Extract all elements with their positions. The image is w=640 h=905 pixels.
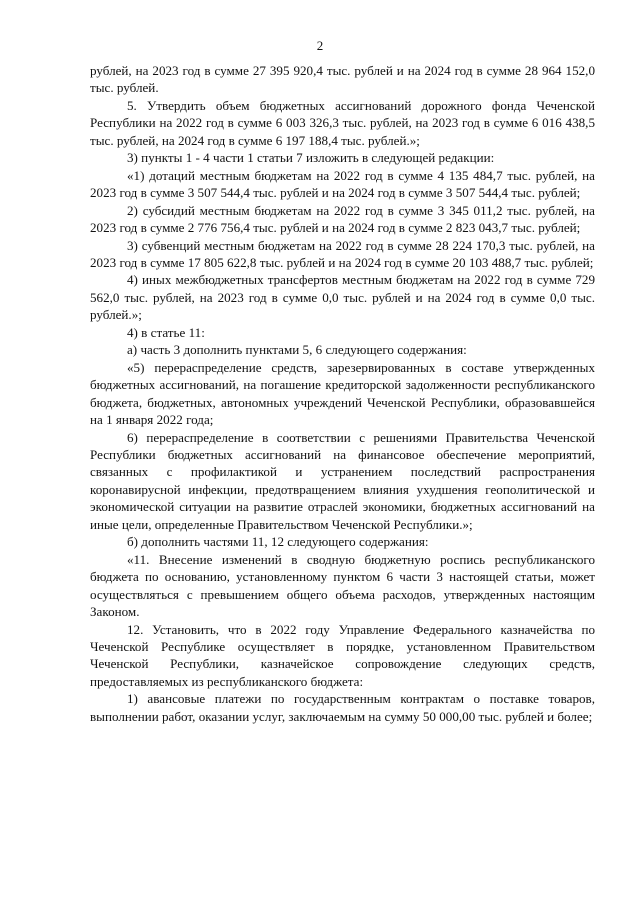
page-number: 2 bbox=[316, 38, 324, 53]
paragraph: 6) перераспределение в соответствии с решениями Правительства Чеченской Республики бюджетных ассигнований на финансовое обеспечение мероприятий, связанных с профилактикой и устранением последствий распространения коронавирусной инфекции, предотвращением влияния ухудшения геополитической и экономической ситуации на развитие отраслей экономики, бюджетных ассигнований на иные цели, определенные Правительством Чеченской Республики.»; bbox=[90, 429, 595, 532]
paragraph: 1) авансовые платежи по государственным контрактам о поставке товаров, выполнении работ, оказании услуг, заключаемым на сумму 50 000,00 тыс. рублей и более; bbox=[90, 691, 595, 724]
document-body bbox=[90, 62, 595, 725]
paragraph: 5. Утвердить объем бюджетных ассигнований дорожного фонда Чеченской Республики на 2022 год в сумме 6 003 326,3 тыс. рублей, на 2023 год в сумме 6 016 438,5 тыс. рублей, на 2024 год в сумме 6 197 188,4 тыс. рублей.»; bbox=[90, 97, 595, 148]
paragraph: «5) перераспределение средств, зарезервированных в составе утвержденных бюджетных ассигнований, на погашение кредиторской задолженности республиканского бюджета, бюджетных, автономных учреждений Чеченской Республики, образовавшейся на 1 января 2022 года; bbox=[90, 359, 595, 428]
paragraph: 4) иных межбюджетных трансфертов местным бюджетам на 2022 год в сумме 729 562,0 тыс. рублей, на 2023 год в сумме 0,0 тыс. рублей и на 2024 год в сумме 0,0 тыс. рублей.»; bbox=[90, 272, 595, 323]
paragraph: 3) пункты 1 - 4 части 1 статьи 7 изложить в следующей редакции: bbox=[127, 150, 495, 166]
paragraph: 12. Установить, что в 2022 году Управление Федерального казначейства по Чеченской Республике осуществляет в порядке, установленном Правительством Чеченской Республики, казначейское сопровождение следующих средств, предоставляемых из республиканского бюджета: bbox=[90, 621, 595, 689]
paragraph: 2) субсидий местным бюджетам на 2022 год в сумме 3 345 011,2 тыс. рублей, на 2023 год в сумме 2 776 756,4 тыс. рублей и на 2024 год в сумме 2 823 043,7 тыс. рублей; bbox=[90, 202, 595, 236]
paragraph: б) дополнить частями 11, 12 следующего содержания: bbox=[127, 534, 429, 550]
paragraph: «1) дотаций местным бюджетам на 2022 год в сумме 4 135 484,7 тыс. рублей, на 2023 год в сумме 3 507 544,4 тыс. рублей и на 2024 год в сумме 3 507 544,4 тыс. рублей; bbox=[90, 167, 595, 201]
paragraph: 4) в статье 11: bbox=[127, 324, 205, 340]
paragraph: «11. Внесение изменений в сводную бюджетную роспись республиканского бюджета по основанию, установленному пунктом 6 части 3 настоящей статьи, может осуществляться с превышением общего объема расходов, утвержденных настоящим Законом. bbox=[90, 551, 595, 620]
paragraph: рублей, на 2023 год в сумме 27 395 920,4 тыс. рублей и на 2024 год в сумме 28 964 152,0 тыс. рублей. bbox=[90, 63, 595, 96]
paragraph: 3) субвенций местным бюджетам на 2022 год в сумме 28 224 170,3 тыс. рублей, на 2023 год в сумме 17 805 622,8 тыс. рублей и на 2024 год в сумме 20 103 488,7 тыс. рублей; bbox=[90, 237, 595, 270]
paragraph: а) часть 3 дополнить пунктами 5, 6 следующего содержания: bbox=[127, 342, 467, 358]
